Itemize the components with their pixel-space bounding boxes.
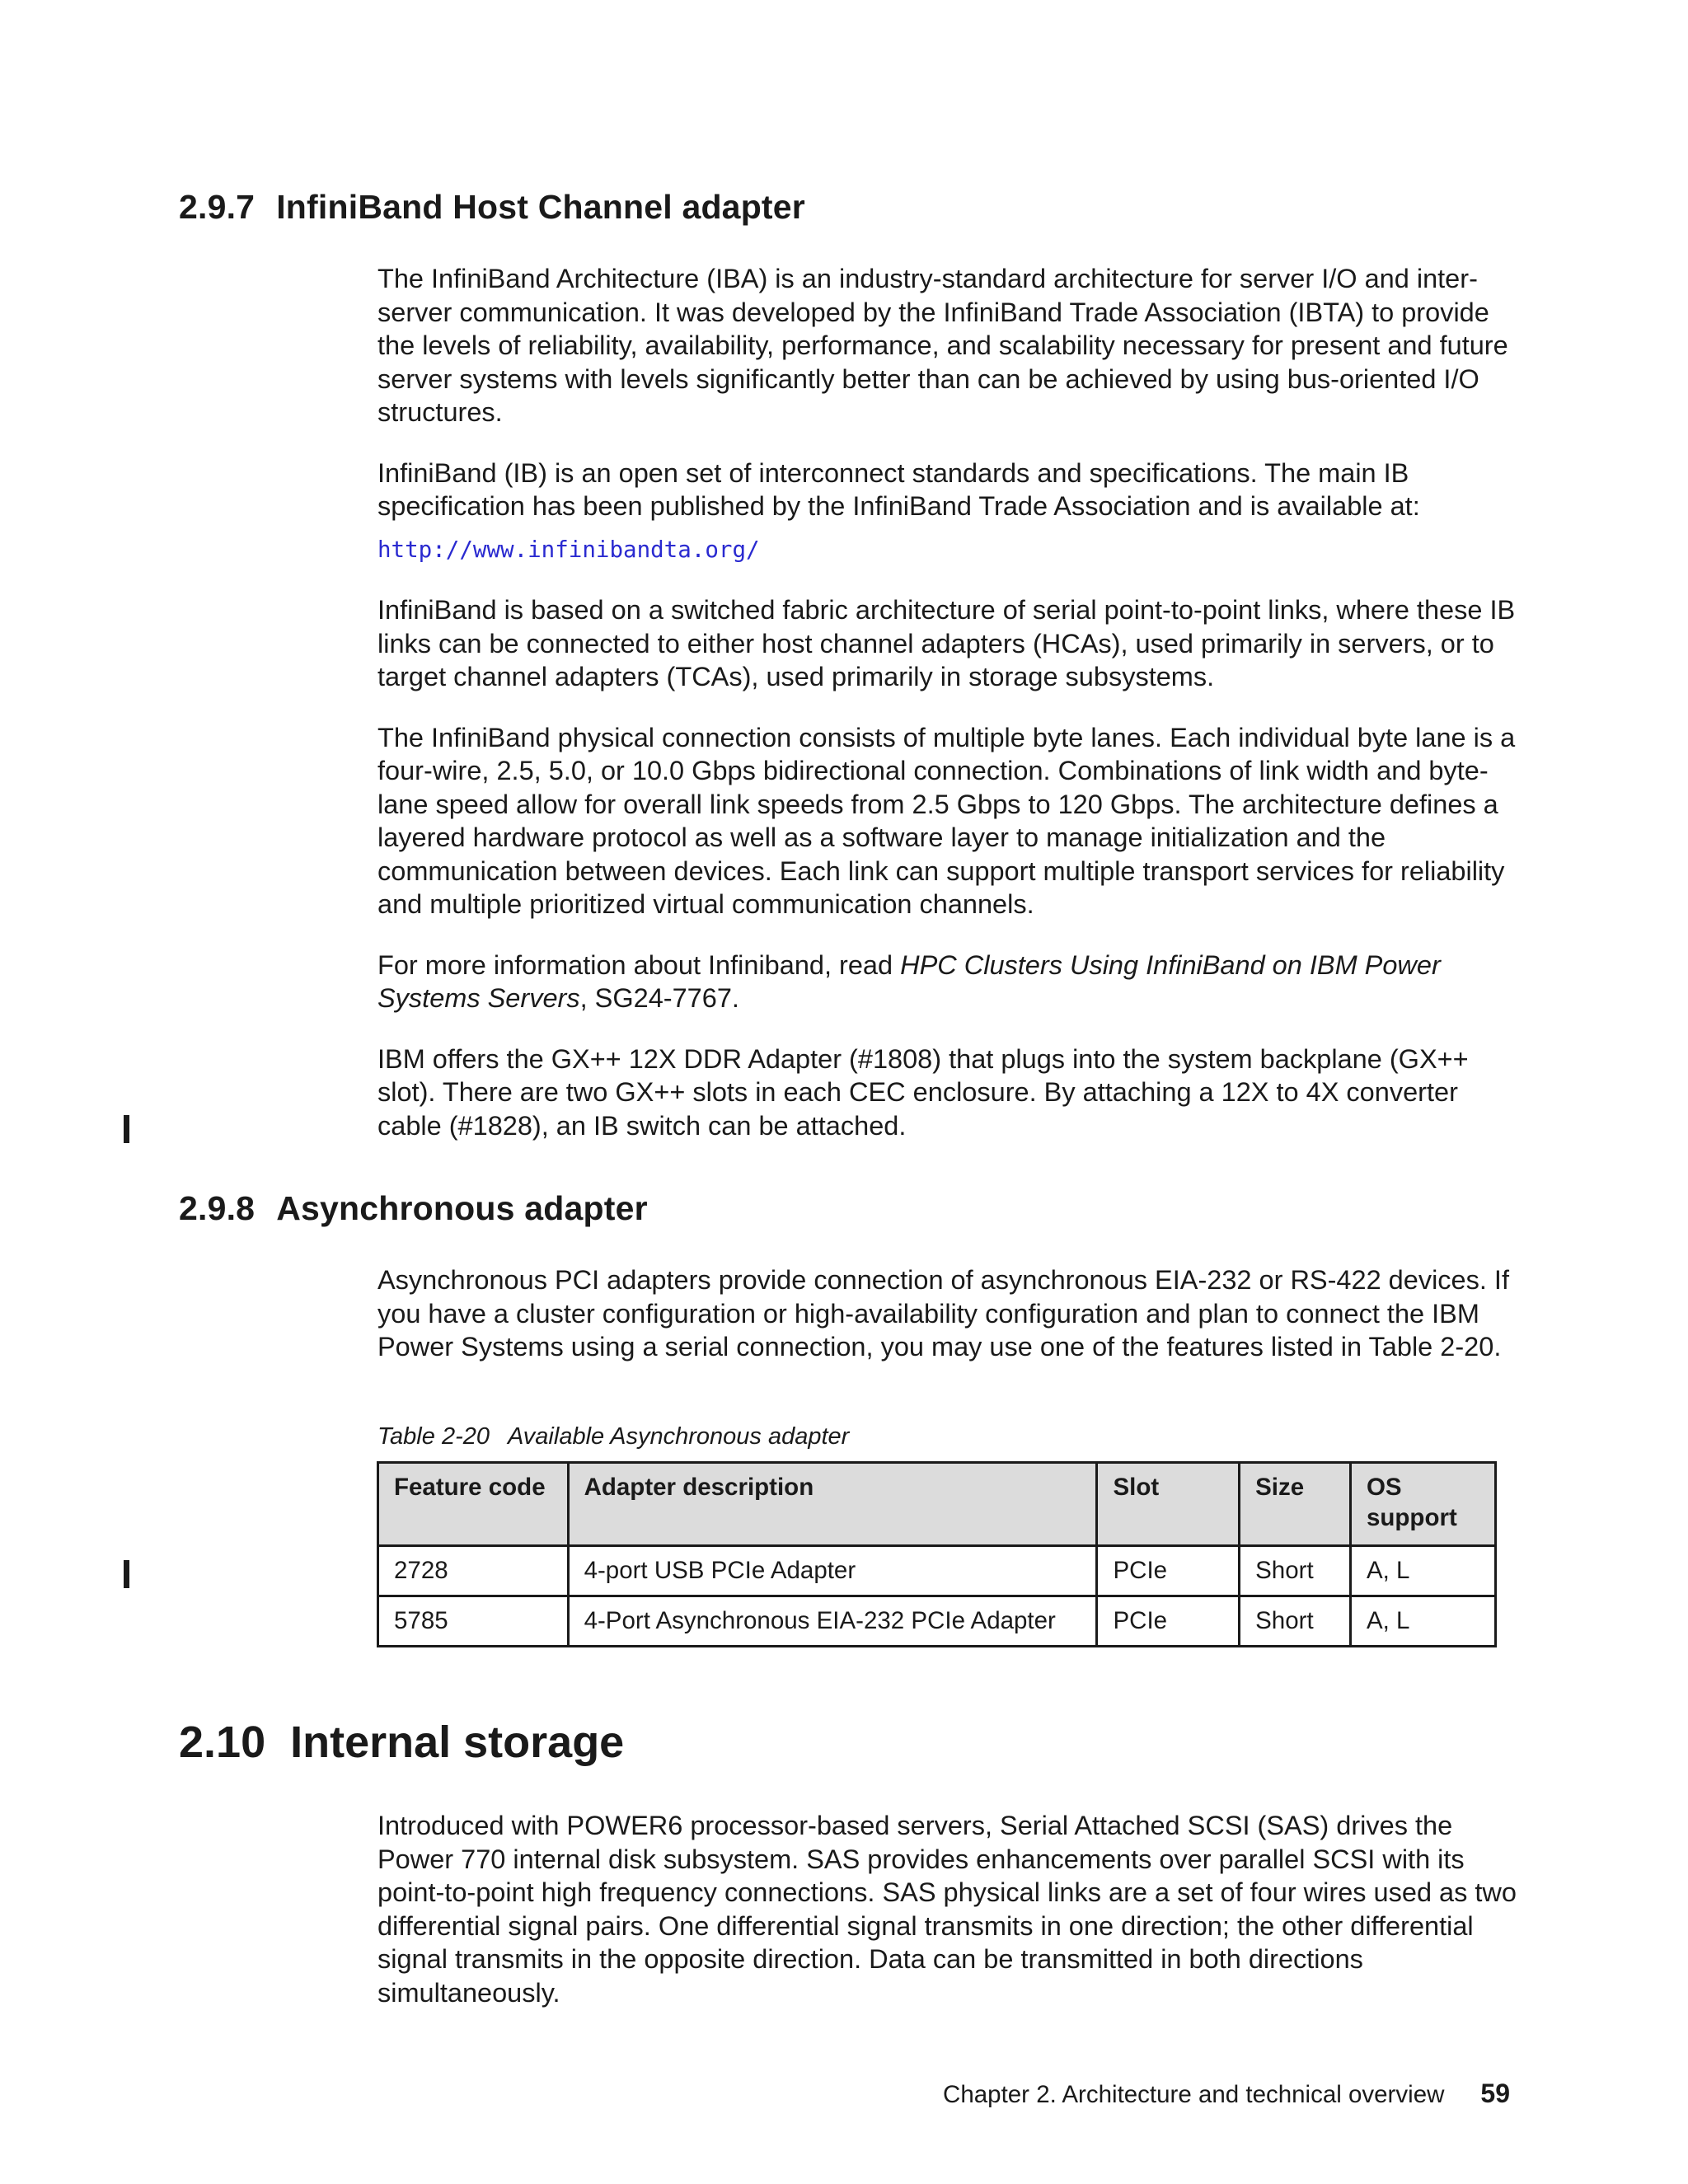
page-number: 59	[1480, 2079, 1510, 2108]
table-header-row	[378, 1463, 1496, 1546]
section-title: Asynchronous adapter	[276, 1189, 648, 1227]
caption-title: Available Asynchronous adapter	[507, 1423, 850, 1450]
column-header: Slot	[1097, 1463, 1240, 1546]
table-cell: 5785	[378, 1596, 569, 1647]
table-cell: 4-port USB PCIe Adapter	[568, 1546, 1097, 1596]
adapter-table	[377, 1461, 1497, 1647]
column-header: Size	[1240, 1463, 1351, 1546]
table-cell: A, L	[1350, 1596, 1495, 1647]
section-heading-2-9-7	[179, 188, 805, 227]
section-2-9-8-body	[377, 1263, 1523, 1391]
section-title: InfiniBand Host Channel adapter	[276, 188, 805, 226]
change-bar	[124, 1115, 129, 1143]
paragraph-more-info	[377, 949, 1523, 1015]
more-info-prefix: For more information about Infiniband, read	[377, 949, 901, 980]
book-title: HPC Clusters Using InfiniBand on IBM Power Systems Servers	[377, 949, 1441, 1013]
column-header: Feature code	[378, 1463, 569, 1546]
more-info-suffix: , SG24-7767.	[579, 983, 739, 1013]
table-cell: PCIe	[1097, 1596, 1240, 1647]
paragraph: The InfiniBand Architecture (IBA) is an industry-standard architecture for server I/O and inter-server communication. It was developed by the InfiniBand Trade Association (IBTA) to provide the levels of reliability, availability, performance, and scalability necessary for present and future server systems with levels significantly better than can be achieved by using bus-oriented I/O structures.	[377, 264, 1508, 427]
page-footer	[943, 2079, 1510, 2109]
section-number: 2.10	[179, 1718, 266, 1767]
table-row	[378, 1596, 1496, 1647]
table-cell: Short	[1240, 1596, 1351, 1647]
paragraph: Asynchronous PCI adapters provide connection of asynchronous EIA-232 or RS-422 devices. If you have a cluster configuration or high-availability configuration and plan to connect the IBM Power Systems using a serial connection, you may use one of the features listed in Table 2-20.	[377, 1265, 1509, 1361]
table-cell: Short	[1240, 1546, 1351, 1596]
section-heading-2-10	[179, 1717, 624, 1768]
table-cell: 2728	[378, 1546, 569, 1596]
paragraph: InfiniBand is based on a switched fabric architecture of serial point-to-point links, where these IB links can be connected to either host channel adapters (HCAs), used primarily in servers, or to target channel adapters (TCAs), used primarily in storage subsystems.	[377, 595, 1516, 691]
section-number: 2.9.8	[179, 1189, 256, 1227]
caption-label: Table 2-20	[377, 1423, 490, 1450]
section-heading-2-9-8	[179, 1189, 648, 1228]
column-header: Adapter description	[568, 1463, 1097, 1546]
paragraph: The InfiniBand physical connection consists of multiple byte lanes. Each individual byte lane is a four-wire, 2.5, 5.0, or 10.0 Gbps bidirectional connection. Combinations of link width and byte-lane speed allow for overall link speeds from 2.5 Gbps to 120 Gbps. The architecture defines a layered hardware protocol as well as a software layer to manage initialization and the communication between devices. Each link can support multiple transport services for reliability and multiple prioritized virtual communication channels.	[377, 722, 1516, 919]
change-bar	[124, 1560, 129, 1588]
paragraph: IBM offers the GX++ 12X DDR Adapter (#1808) that plugs into the system backplane (GX++ slot). There are two GX++ slots in each CEC enclosure. By attaching a 12X to 4X converter cable (#1828), an IB switch can be attached.	[377, 1043, 1469, 1141]
table-row	[378, 1546, 1496, 1596]
table-cell: A, L	[1350, 1546, 1495, 1596]
section-2-10-body	[377, 1809, 1523, 2036]
section-title: Internal storage	[290, 1718, 625, 1767]
section-2-9-7-body	[377, 262, 1523, 1169]
table-cell: 4-Port Asynchronous EIA-232 PCIe Adapter	[568, 1596, 1097, 1647]
infinibandta-link[interactable]: http://www.infinibandta.org/	[377, 536, 760, 563]
paragraph: Introduced with POWER6 processor-based servers, Serial Attached SCSI (SAS) drives the Power 770 internal disk subsystem. SAS provides enhancements over parallel SCSI with its point-to-point high frequency connections. SAS physical links are a set of four wires used as two differential signal pairs. One differential signal transmits in one direction; the other differential signal transmits in the opposite direction. Data can be transmitted in both directions simultaneously.	[377, 1811, 1517, 2008]
column-header: OS support	[1350, 1463, 1495, 1546]
paragraph: InfiniBand (IB) is an open set of interconnect standards and specifications. The main IB specification has been published by the InfiniBand Trade Association and is available at:	[377, 457, 1420, 521]
section-number: 2.9.7	[179, 188, 256, 226]
chapter-title: Chapter 2. Architecture and technical overview	[943, 2081, 1445, 2108]
table-cell: PCIe	[1097, 1546, 1240, 1596]
table-caption	[377, 1423, 849, 1451]
